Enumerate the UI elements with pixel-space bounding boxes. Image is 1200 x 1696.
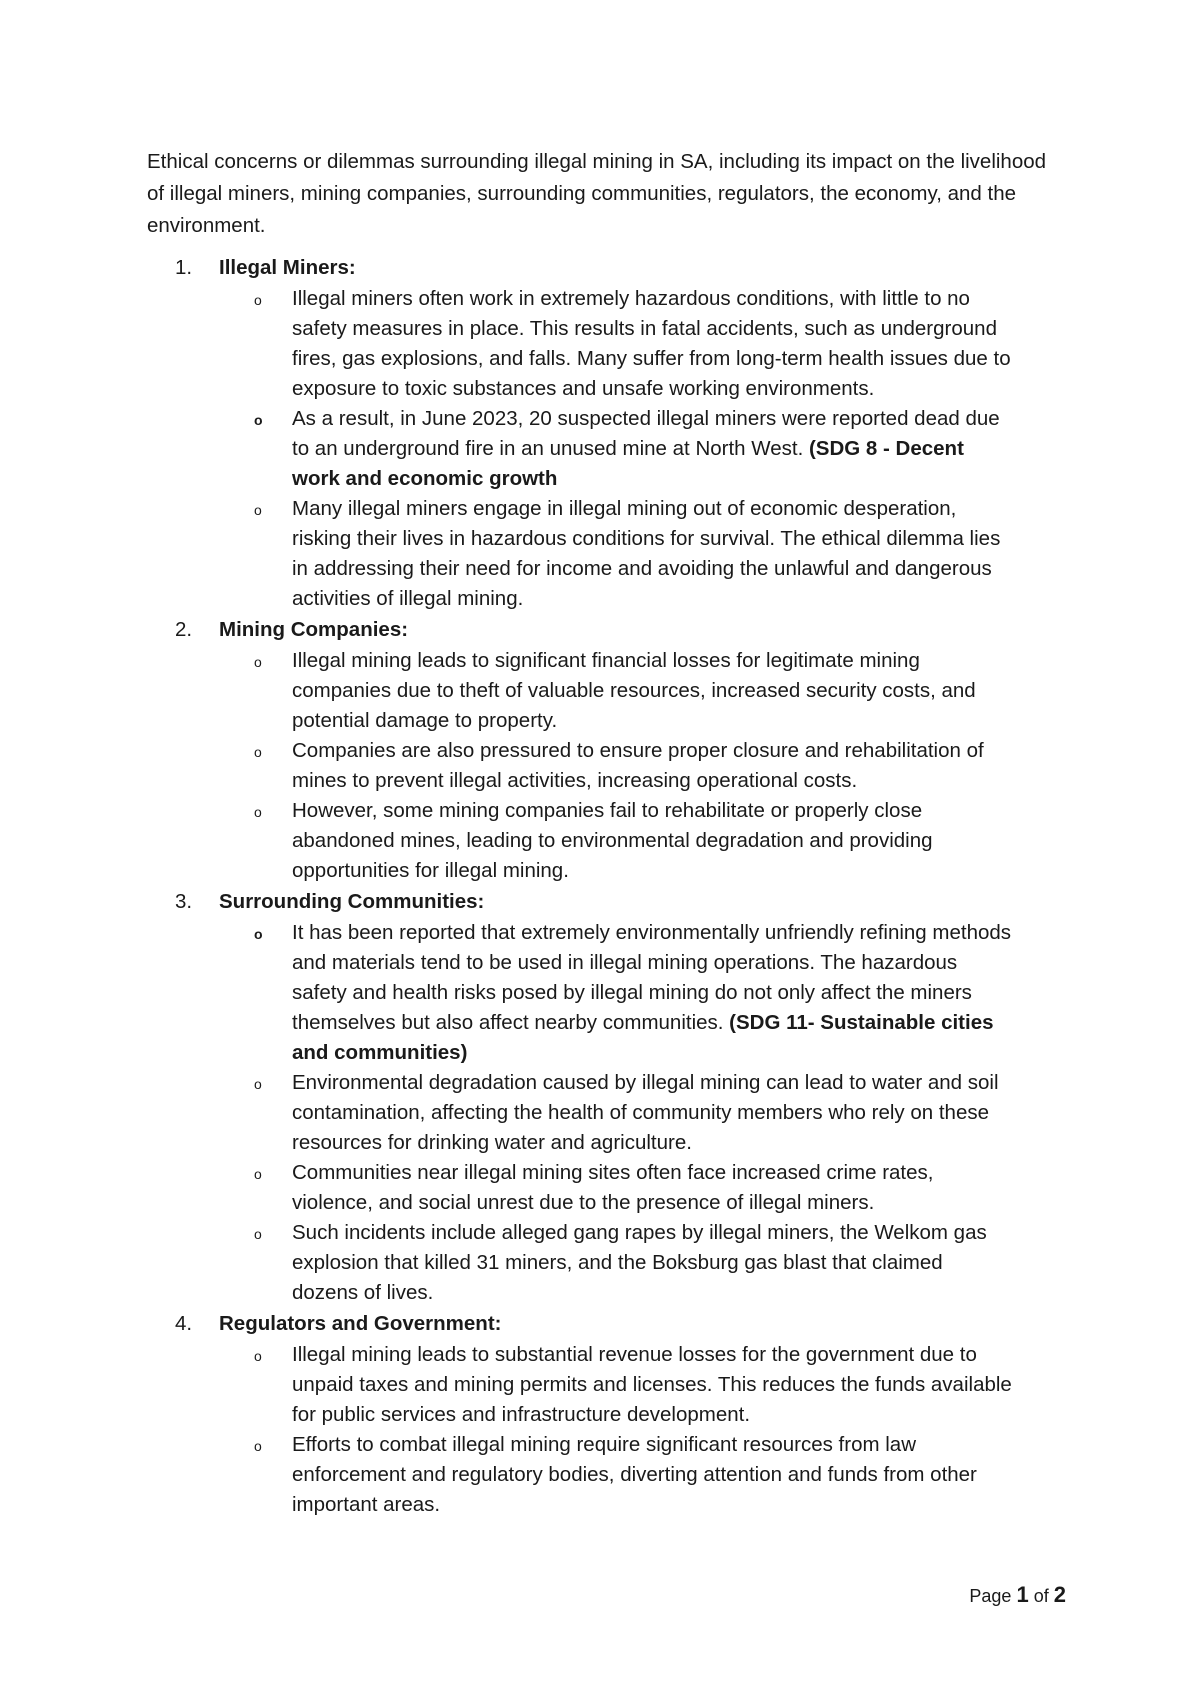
bullet-text: Illegal mining leads to significant financial losses for legitimate mining companies due to theft of valuable resources, increased security costs, and potential damage to property. [292, 649, 976, 732]
section-title: Illegal Miners: [219, 256, 356, 279]
bullet-text: However, some mining companies fail to rehabilitate or properly close abandoned mines, leading to environmental degradation and providing opportunities for illegal mining. [292, 799, 933, 882]
bullet-text: As a result, in June 2023, 20 suspected illegal miners were reported dead due to an underground fire in an unused mine at North West. [292, 407, 1000, 460]
section-heading [147, 614, 1067, 646]
list-item [147, 918, 1012, 1068]
bullet-icon: o [254, 1076, 262, 1092]
list-item [147, 736, 1012, 796]
section-illegal-miners [147, 252, 1067, 614]
bullet-icon: o [254, 1166, 262, 1182]
page-footer [969, 1582, 1066, 1609]
bullet-icon: o [254, 1226, 262, 1242]
list-item [147, 646, 1012, 736]
document-body [147, 146, 1067, 1520]
sdg-reference: (SDG 11- Sustainable cities and communities) [292, 1011, 994, 1064]
bullet-icon: o [254, 292, 262, 308]
bullet-list [147, 646, 1067, 886]
bullet-list [147, 284, 1067, 614]
list-item [147, 404, 1012, 494]
bullet-icon: o [254, 804, 262, 820]
section-number: 4. [175, 1312, 193, 1335]
bullet-icon: o [254, 654, 262, 670]
list-item [147, 284, 1012, 404]
intro-paragraph: Ethical concerns or dilemmas surrounding illegal mining in SA, including its impact on the livelihood of illegal miners, mining companies, surrounding communities, regulators, the economy, and the environment. [147, 150, 1047, 237]
list-item [147, 1340, 1012, 1430]
bullet-text: Illegal miners often work in extremely hazardous conditions, with little to no safety measures in place. This results in fatal accidents, such as underground fires, gas explosions, and falls. Many suffer from long-term health issues due to exposure to toxic substances and unsafe working environments. [292, 287, 1011, 400]
bullet-list [147, 1340, 1067, 1520]
section-heading [147, 886, 1067, 918]
bullet-text: Illegal mining leads to substantial revenue losses for the government due to unpaid taxes and mining permits and licenses. This reduces the funds available for public services and infrastructure development. [292, 1343, 1012, 1426]
list-item [147, 1218, 1012, 1308]
section-heading [147, 1308, 1067, 1340]
section-number: 1. [175, 256, 193, 279]
section-surrounding-communities [147, 886, 1067, 1308]
section-regulators-government [147, 1308, 1067, 1520]
total-pages-number: 2 [1053, 1582, 1066, 1607]
bullet-text: Many illegal miners engage in illegal mining out of economic desperation, risking their lives in hazardous conditions for survival. The ethical dilemma lies in addressing their need for income and avoiding the unlawful and dangerous activities of illegal mining. [292, 497, 1001, 610]
list-item [147, 494, 1012, 614]
bullet-text: Such incidents include alleged gang rapes by illegal miners, the Welkom gas explosion that killed 31 miners, and the Boksburg gas blast that claimed dozens of lives. [292, 1221, 987, 1304]
list-item [147, 1158, 1012, 1218]
list-item [147, 1068, 1012, 1158]
bullet-icon: o [254, 1348, 262, 1364]
current-page-number: 1 [1016, 1582, 1029, 1607]
section-title: Regulators and Government: [219, 1312, 502, 1335]
bullet-text: Efforts to combat illegal mining require significant resources from law enforcement and regulatory bodies, diverting attention and funds from other important areas. [292, 1433, 977, 1516]
bullet-icon: o [254, 926, 263, 942]
bullet-text: Environmental degradation caused by illegal mining can lead to water and soil contamination, affecting the health of community members who rely on these resources for drinking water and agriculture. [292, 1071, 999, 1154]
list-item [147, 796, 1012, 886]
bullet-icon: o [254, 744, 262, 760]
sdg-reference: (SDG 8 - Decent work and economic growth [292, 437, 964, 490]
of-label: of [1033, 1586, 1049, 1606]
section-mining-companies [147, 614, 1067, 886]
section-title: Mining Companies: [219, 618, 409, 641]
section-number: 2. [175, 618, 193, 641]
bullet-list [147, 918, 1067, 1308]
section-heading [147, 252, 1067, 284]
section-number: 3. [175, 890, 193, 913]
bullet-icon: o [254, 1438, 262, 1454]
bullet-text: Companies are also pressured to ensure proper closure and rehabilitation of mines to prevent illegal activities, increasing operational costs. [292, 739, 984, 792]
section-title: Surrounding Communities: [219, 890, 485, 913]
bullet-icon: o [254, 502, 262, 518]
bullet-icon: o [254, 412, 263, 428]
page-label: Page [969, 1586, 1012, 1606]
bullet-text: Communities near illegal mining sites often face increased crime rates, violence, and social unrest due to the presence of illegal miners. [292, 1161, 934, 1214]
bullet-text: It has been reported that extremely environmentally unfriendly refining methods and materials tend to be used in illegal mining operations. The hazardous safety and health risks posed by illegal mining do not only affect the miners themselves but also affect nearby communities. [292, 921, 1012, 1034]
list-item [147, 1430, 1012, 1520]
